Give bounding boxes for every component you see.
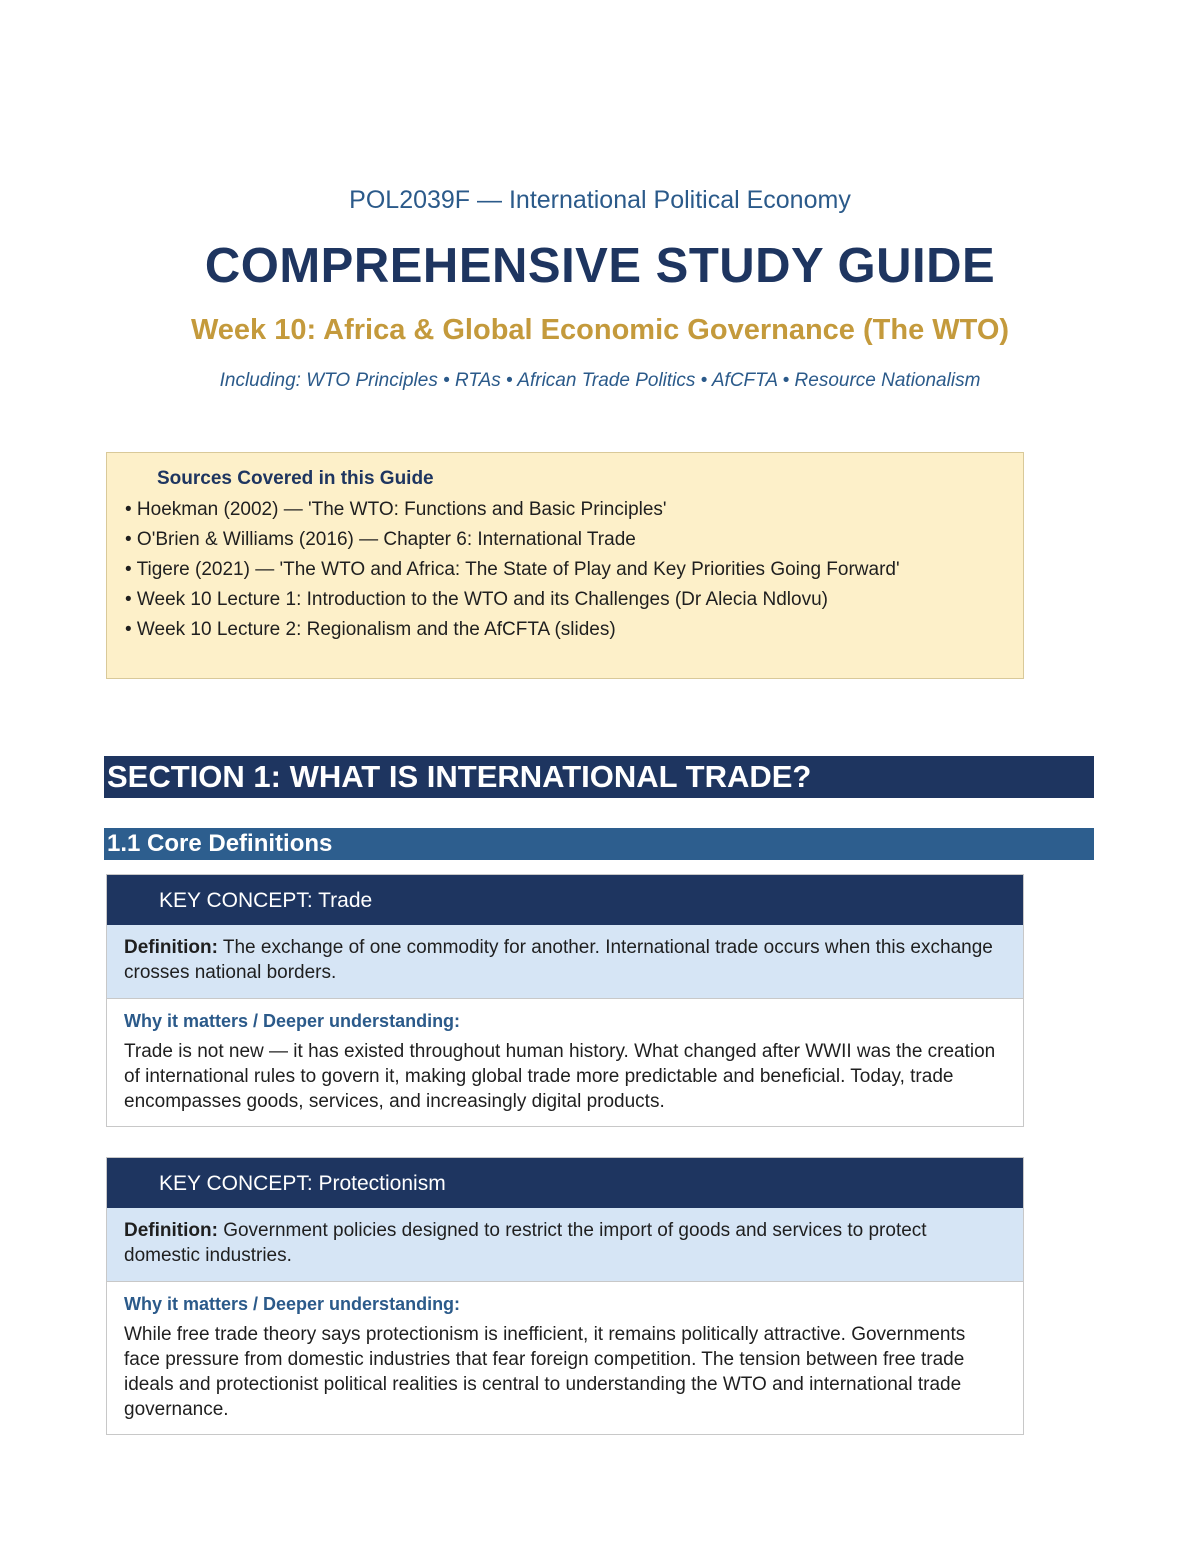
concept-definition [107,925,1023,999]
source-item: • Week 10 Lecture 1: Introduction to the WTO and its Challenges (Dr Alecia Ndlovu) [125,589,828,610]
concept-definition [107,1208,1023,1282]
concept-card-trade [106,874,1024,1127]
topics-line: Including: WTO Principles • RTAs • African Trade Politics • AfCFTA • Resource Nationalism [219,370,981,391]
why-label: Why it matters / Deeper understanding: [124,1294,461,1314]
why-text: Trade is not new — it has existed throughout human history. What changed after WWII was the creation of international rules to govern it, making global trade more predictable and beneficial. Today, trade encompasses goods, services, and increasingly digital products. [124,1041,996,1112]
definition-text: The exchange of one commodity for another. International trade occurs when this exchange crosses national borders. [124,937,993,983]
source-item: • Week 10 Lecture 2: Regionalism and the AfCFTA (slides) [125,619,616,640]
concept-heading: KEY CONCEPT: Trade [107,875,1023,925]
concept-why [107,1282,1023,1434]
why-label: Why it matters / Deeper understanding: [124,1011,461,1031]
concept-heading: KEY CONCEPT: Protectionism [107,1158,1023,1208]
definition-label: Definition: [124,1220,218,1241]
course-title: POL2039F — International Political Economy [349,186,851,214]
concept-why [107,999,1023,1126]
why-text: While free trade theory says protectionism is inefficient, it remains politically attractive. Governments face pressure from domestic industries that fear foreign competition. The tension between free trade ideals and protectionist political realities is central to understanding the WTO and international trade governance. [124,1324,966,1420]
sources-heading: Sources Covered in this Guide [157,468,434,489]
definition-label: Definition: [124,937,218,958]
section-heading: SECTION 1: WHAT IS INTERNATIONAL TRADE? [104,756,1094,798]
sources-box [106,452,1024,679]
page-title: COMPREHENSIVE STUDY GUIDE [204,239,996,293]
sources-list [125,497,1005,642]
definition-text: Government policies designed to restrict the import of goods and services to protect domestic industries. [124,1220,927,1266]
subsection-heading: 1.1 Core Definitions [104,828,1094,860]
week-subtitle: Week 10: Africa & Global Economic Governance (The WTO) [190,314,1010,346]
source-item: • Tigere (2021) — 'The WTO and Africa: The State of Play and Key Priorities Going Forward' [125,559,900,580]
source-item: • Hoekman (2002) — 'The WTO: Functions and Basic Principles' [125,499,667,520]
concept-card-protectionism [106,1157,1024,1435]
source-item: • O'Brien & Williams (2016) — Chapter 6: International Trade [125,529,636,550]
